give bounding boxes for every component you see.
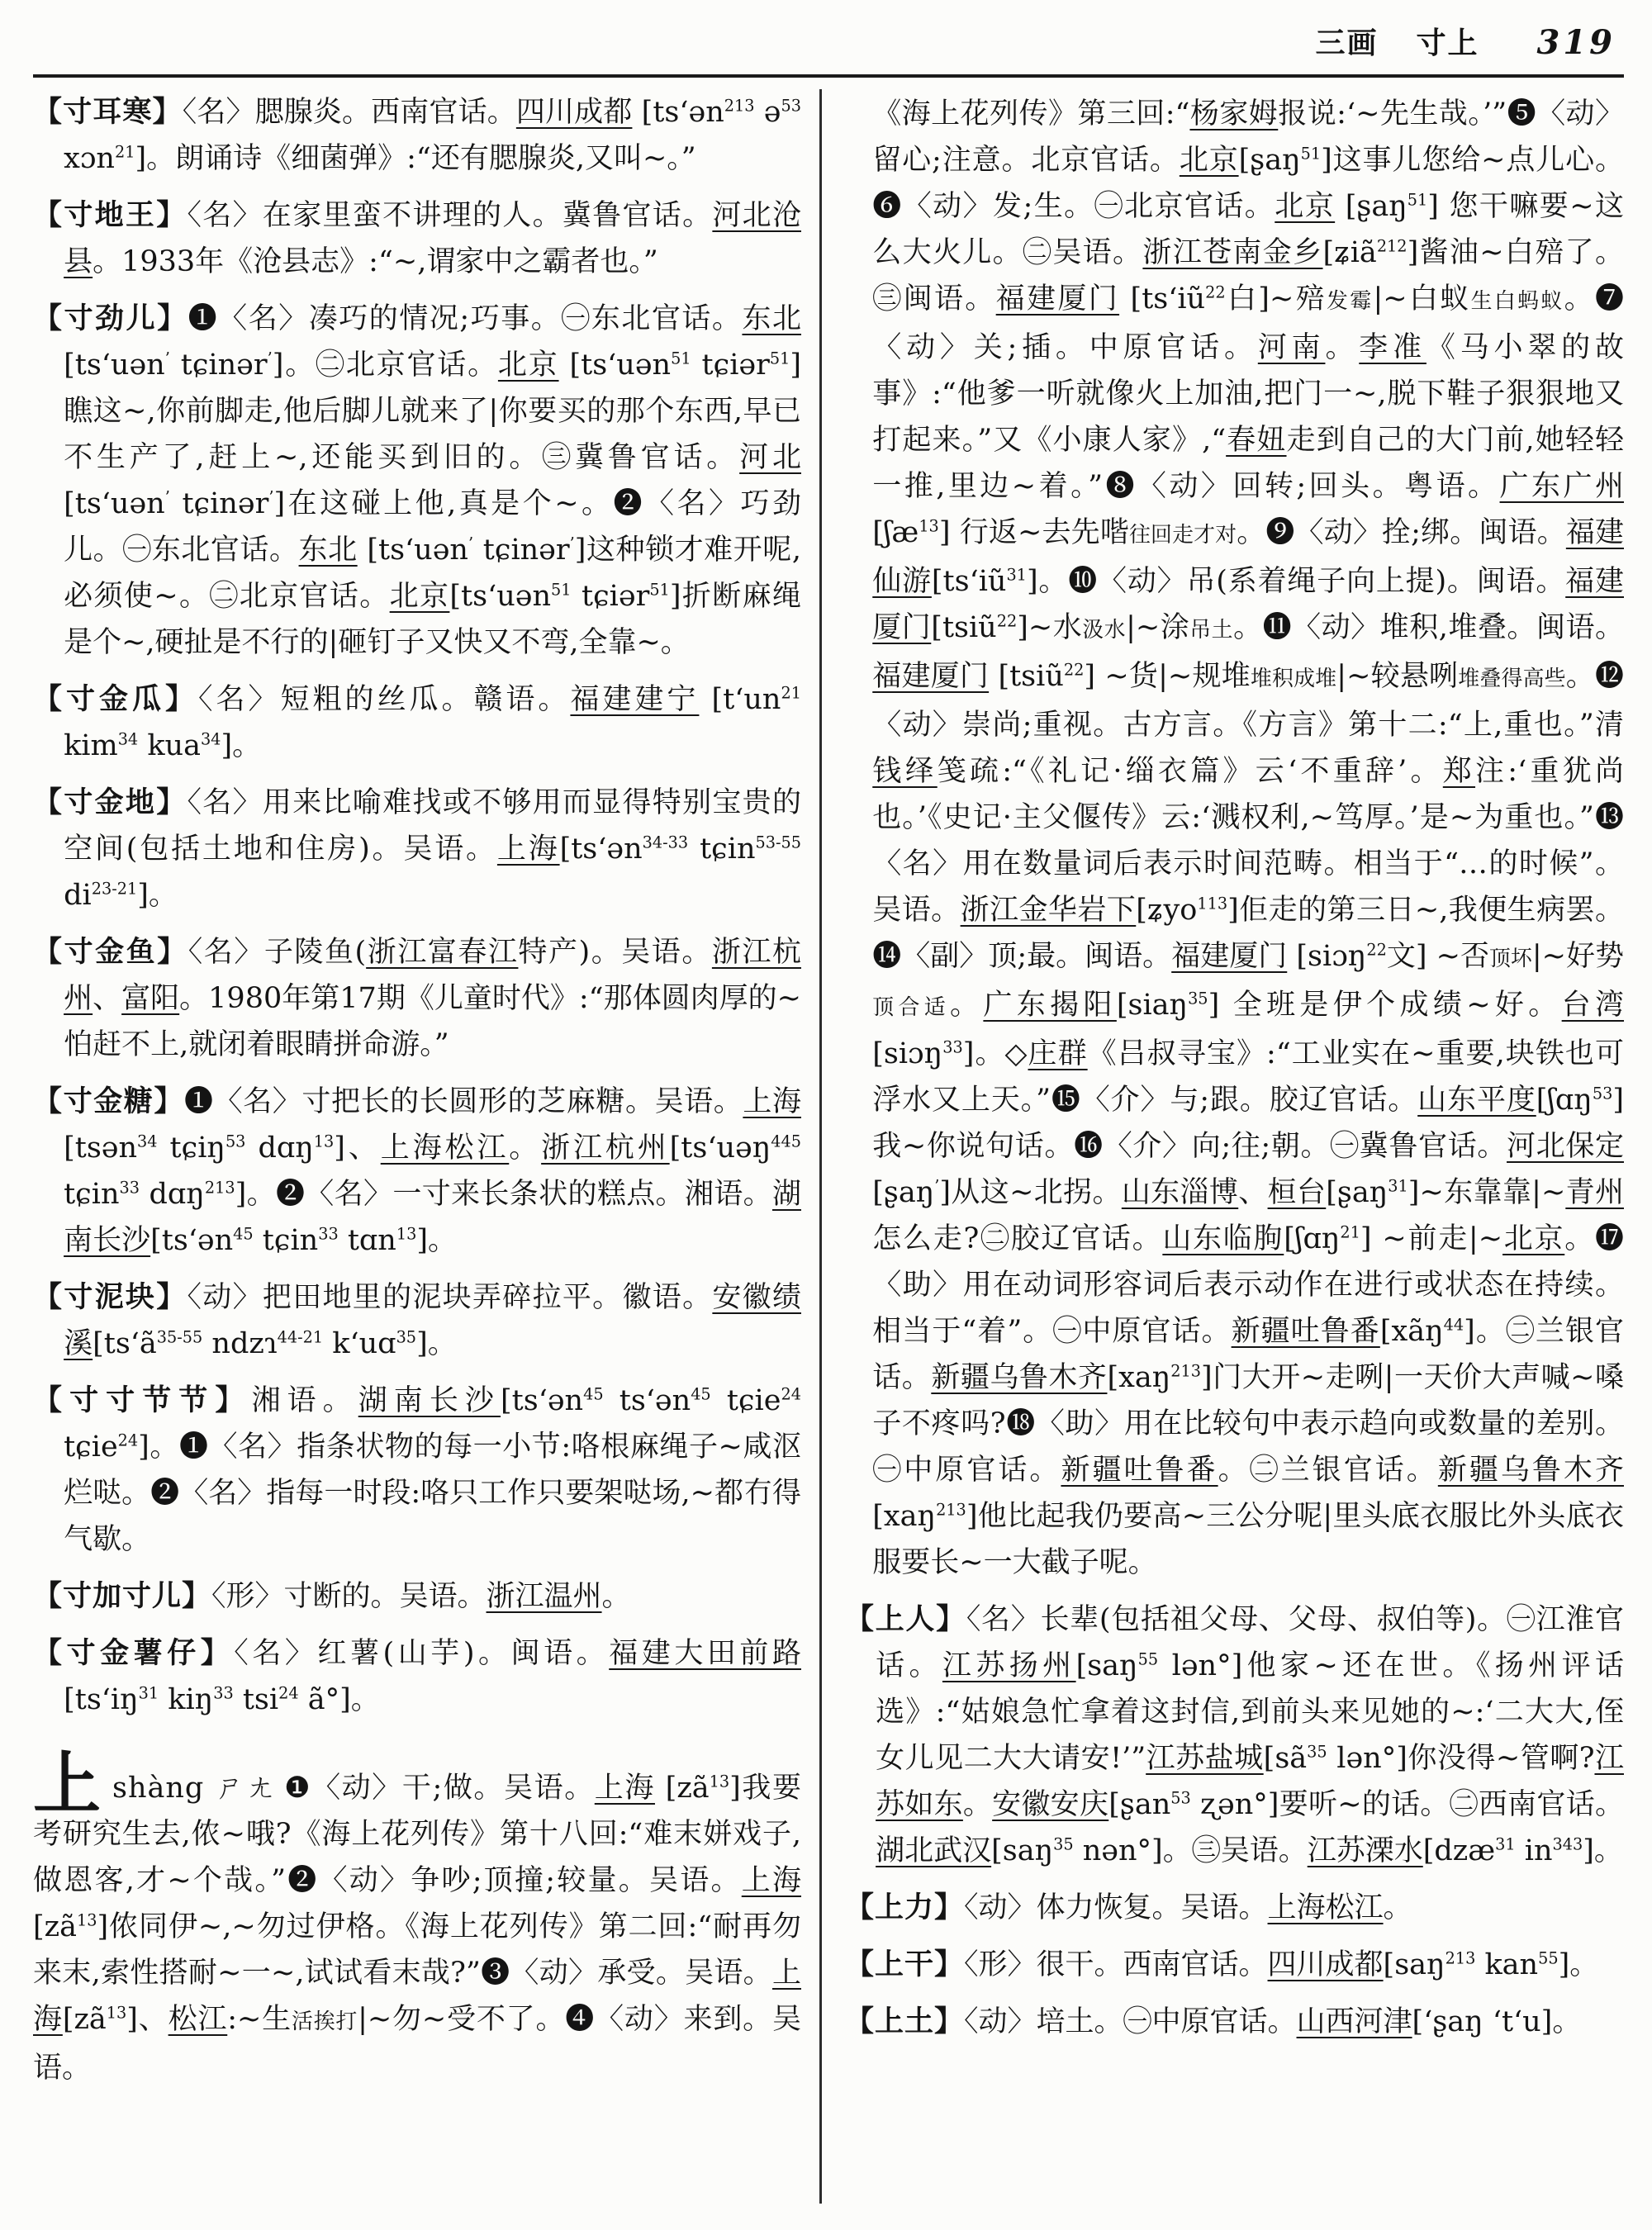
headword: 【寸加寸儿】: [33, 1579, 212, 1613]
dictionary-entry: 【寸耳寒】〈名〉腮腺炎。西南官话。四川成都 [ts‘ən$^{213}$ ə$^{53}$ xɔn$^{21}$]。朗诵诗《细菌弹》:“还有腮腺炎,又叫~。”: [33, 95, 801, 175]
dictionary-entry: 【上力】〈动〉体力恢复。吴语。上海松江。: [845, 1891, 1412, 1924]
dictionary-entry: 【寸金地】〈名〉用来比喻难找或不够用而显得特别宝贵的空间(包括土地和住房)。吴语。上海[ts‘ən$^{34-33}$ tɕin$^{53-55}$ $di^{23-21}$]。: [33, 785, 802, 912]
dictionary-entry: 【寸金薯仔】〈名〉红薯(山芋)。闽语。福建大田前路[$ts‘iŋ^{31}$ kiŋ$^{33}$ tsi$^{24}$ ã°]。: [33, 1636, 801, 1716]
zhuyin: ㄕㄤ: [214, 1772, 277, 1805]
right-column column-divider: [819, 89, 1624, 2204]
headword-character: 上: [33, 1744, 102, 1824]
entry-continuation: 《海上花列传》第三回:“杨家姆报说:‘~先生哉。’”❺〈动〉留心;注意。北京官话。北京[ʂaŋ$^{51}$]这事儿您给~点儿心。❻〈动〉发;生。㊀北京官话。北京 [ʂaŋ$^{51}$] 您干嘛要~这么大火儿。㊁吴语。浙江苍南金乡[ʑiã$^{212}$]酱油~白殕了。㊂闽语。福建厦门 [$ts‘iũ^{22}$白]~殕发霉|~白蚁生白蚂蚁。❼〈动〉关;插。中原官话。河南。李准《马小翠的故事》:“他爹一听就像火上加油,把门一~,脱下鞋子狠狠地又打起来。”又《小康人家》,“春妞走到自己的大门前,她轻轻一推,里边~着。”❽〈动〉回转;回头。粤语。广东广州 [ʃæ$^{13}$] 行返~去先喈往回走才对。❾〈动〉拴;绑。闽语。福建仙游$[ts‘iũ^{31}]$。❿〈动〉吊(系着绳子向上提)。闽语。福建厦门[tsiũ$^{22}$]~水汲水|~涂吊土。⓫〈动〉堆积,堆叠。闽语。福建厦门 [tsiũ$^{22}$] ~货|~规堆堆积成堆|~较悬咧堆叠得高些。⓬〈动〉崇尚;重视。古方言。《方言》第十二:“上,重也。”清钱绎笺疏:“《礼记·缁衣篇》云‘不重辞’。郑注:‘重犹尚也。’《史记·主父偃传》云:‘溅权利,~笃厚。’是~为重也。”⓭〈名〉用在数量词后表示时间范畴。相当于“…的时候”。吴语。浙江金华岩下[ʑyo$^{113}$]佢走的第三日~,我便生病罢。⓮〈副〉顶;最。闽语。福建厦门 [siɔŋ$^{22}$文] ~否顶坏|~好势顶合适。广东揭阳[siaŋ$^{35}$] 全班是伊个成绩~好。台湾[siɔŋ$^{33}$]。◇庄群《吕叔寻宝》:“工业实在~重要,块铁也可浮水又上天。”⓯〈介〉与;跟。胶辽官话。山东平度[ʃɑŋ$^{53}$]我~你说句话。⓰〈介〉向;往;朝。㊀冀鲁官话。河北保定[ʂaŋ’]从这~北拐。山东淄博、桓台[ʂaŋ$^{31}$]~东靠靠|~青州怎么走?㊁胶辽官话。山东临朐[ʃɑŋ$^{21}$] ~前走|~北京。⓱〈助〉用在动词形容词后表示动作在进行或状态在持续。相当于“着”。㊀中原官话。新疆吐鲁番[xãŋ$^{44}$]。㊁兰银官话。新疆乌鲁木齐[xaŋ$^{213}$]门大开~走咧|一天价大声喊~嗓子不疼吗?⓲〈助〉用在比较句中表示趋向或数量的差别。㊀中原官话。新疆吐鲁番。㊁兰银官话。新疆乌鲁木齐[xaŋ$^{213}$]他比起我仍要高~三公分呢|里头底衣服比外头底衣服要长~一大截子呢。: [872, 97, 1625, 1579]
headword: 【上力】: [845, 1891, 965, 1924]
dictionary-entry: 【上人】〈名〉长辈(包括祖父母、父母、叔伯等)。㊀江淮官话。江苏扬州[saŋ$^{55}$ lən°]他家~还在世。《扬州评话选》:“姑娘急忙拿着这封信,到前头来见她的~:‘二大大,侄女儿见二大大请安!’”江苏盐城[$sã^{35}$ lən°]你没得~管啊?江苏如东。安徽安庆[ʂan$^{53}$ ʐən°]要听~的话。㊁西南官话。湖北武汉[saŋ$^{35}$ nən°]。㊂吴语。江苏溧水[dzæ$^{31}$ $in^{343}$]。: [845, 1602, 1624, 1867]
pinyin: shàng: [112, 1772, 205, 1805]
headword: 【寸金瓜】: [33, 682, 198, 716]
headword: 【寸金地】: [33, 785, 188, 819]
headword: 【寸泥块】: [33, 1280, 188, 1314]
headword: 【上人】: [845, 1602, 966, 1636]
character-entry: 上shàng ㄕㄤ ❶〈动〉干;做。吴语。上海 $[zã^{13}]$我要考研究生去,侬~哦?《海上花列传》第十八回:“难末姘戏子,做恩客,才~个哉。”❷〈动〉争吵;顶撞;较量。吴语。上海$[zã^{13}]$侬同伊~,~勿过伊格。《海上花列传》第二回:“耐再勿来末,索性搭耐~一~,试试看末哉?”❸〈动〉承受。吴语。上海$[zã^{13}]$、松江:~生活挨打|~勿~受不了。❹〈动〉来到。吴语。: [33, 1744, 802, 2085]
headword: 【上土】: [845, 2005, 965, 2038]
page-number: 319: [1536, 23, 1616, 62]
columns-container: [33, 89, 1624, 2204]
dictionary-entry: 【上干】〈形〉很干。西南官话。四川成都[saŋ$^{213}$ kan$^{55}$]。: [845, 1948, 1599, 1981]
headword: 【寸金薯仔】: [33, 1636, 235, 1670]
headword: 【寸劲儿】: [33, 301, 188, 335]
dictionary-entry: 【寸劲儿】❶〈名〉凑巧的情况;巧事。㊀东北官话。东北 [ts‘uən’ tɕinər’]。㊁北京官话。北京 [ts‘uən$^{51}$ tɕiər$^{51}$]瞧这~,你前脚走,他后脚儿就来了|你要买的那个东西,早已不生产了,赶上~,还能买到旧的。㊂冀鲁官话。河北[ts‘uən’ tɕinər’]在这碰上他,真是个~。❷〈名〉巧劲儿。㊀东北官话。东北 [ts‘uən’ tɕinər’]这种锁才难开呢,必须使~。㊁北京官话。北京[ts‘uən$^{51}$ tɕiər$^{51}$]折断麻绳是个~,硬扯是不行的|砸钉子又快又不弯,全靠~。: [33, 301, 802, 659]
dictionary-entry: 【寸金瓜】〈名〉短粗的丝瓜。赣语。福建建宁 [$t‘un^{21}$ kim$^{34}$ kua$^{34}$]。: [33, 682, 801, 762]
dictionary-entry: 【寸地王】〈名〉在家里蛮不讲理的人。冀鲁官话。河北沧县。1933年《沧县志》:“~,谓家中之霸者也。”: [33, 198, 801, 278]
radical-label: 寸上: [1416, 26, 1479, 60]
header-rule: [33, 74, 1624, 78]
dictionary-entry: 【上土】〈动〉培土。㊀中原官话。山西河津[‘ʂaŋ ‘t‘u]。: [845, 2005, 1582, 2038]
headword: 【寸耳寒】: [33, 95, 183, 129]
section-label: 三画: [1315, 26, 1379, 60]
headword: 【寸地王】: [33, 198, 188, 232]
dictionary-entry: 【寸寸节节】湘语。湖南长沙[ts‘ən$^{45}$ ts‘ən$^{45}$ tɕie$^{24}$ tɕie$^{24}$]。❶〈名〉指条状物的每一小节:咯根麻绳子~咸沤烂哒。❷〈名〉指每一时段:咯只工作只要架哒场,~都冇得气歇。: [33, 1383, 801, 1556]
headword: 【寸寸节节】: [33, 1383, 252, 1417]
dictionary-entry: 【寸金糖】❶〈名〉寸把长的长圆形的芝麻糖。吴语。上海 [tsən$^{34}$ tɕiŋ$^{53}$ dɑŋ$^{13}$]、上海松江。浙江杭州[ts‘uəŋ$^{445}$ tɕin$^{33}$ dɑŋ$^{213}$]。❷〈名〉一寸来长条状的糕点。湘语。湖南长沙[ts‘ən$^{45}$ tɕin$^{33}$ tɑn$^{13}$]。: [33, 1084, 801, 1257]
dictionary-entry: 【寸加寸儿】〈形〉寸断的。吴语。浙江温州。: [33, 1579, 631, 1613]
headword: 【寸金鱼】: [33, 935, 188, 969]
dictionary-entry: 【寸金鱼】〈名〉子陵鱼(浙江富春江特产)。吴语。浙江杭州、富阳。1980年第17期《儿童时代》:“那体圆肉厚的~怕赶不上,就闭着眼睛拼命游。”: [33, 935, 801, 1061]
page-header: [33, 15, 1624, 66]
dictionary-entry: 【寸泥块】〈动〉把田地里的泥块弄碎拉平。徽语。安徽绩溪[$ts‘ã^{35-55}$ ndzɿ$^{44-21}$ k‘uɑ$^{35}$]。: [33, 1280, 801, 1360]
left-column: [33, 89, 819, 2204]
headword: 【上干】: [845, 1948, 965, 1981]
headword: 【寸金糖】: [33, 1084, 184, 1118]
